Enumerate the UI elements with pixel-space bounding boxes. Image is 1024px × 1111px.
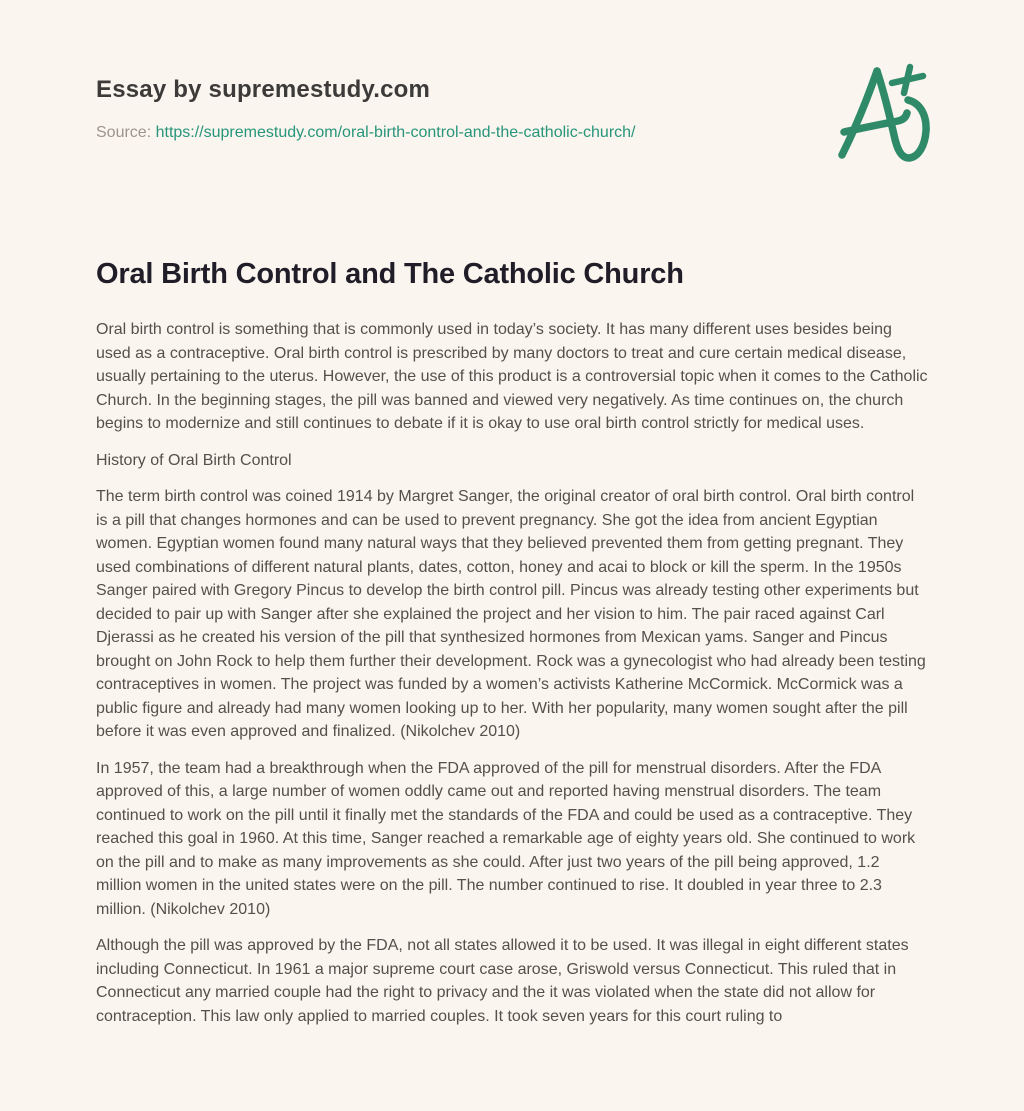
article-intro-paragraph: Oral birth control is something that is commonly used in today’s society. It has many different uses besides being used as a contraceptive. Oral birth control is prescribed by many doctors to treat and cure certain medical disease, usually pertaining to the uterus. However, the use of this product is a controversial topic when it comes to the Catholic Church. In the beginning stages, the pill was banned and viewed very negatively. As time continues on, the church begins to modernize and still continues to debate if it is okay to use oral birth control strictly for medical uses.: [96, 321, 928, 432]
source-line: [96, 124, 929, 142]
article-title: Oral Birth Control and The Catholic Church: [96, 258, 684, 290]
article-paragraph-fda: In 1957, the team had a breakthrough when the FDA approved of the pill for menstrual disorders. After the FDA approved of this, a large number of women oddly came out and reported having menstrual disorders. The team continued to work on the pill until it finally met the standards of the FDA and could be used as a contraceptive. They reached this goal in 1960. At this time, Sanger reached a remarkable age of eighty years old. She continued to work on the pill and to make as many improvements as she could. After just two years of the pill being approved, 1.2 million women in the united states were on the pill. The number continued to rise. It doubled in year three to 2.3 million. (Nikolchev 2010): [96, 759, 916, 918]
site-title: Essay by supremestudy.com: [96, 76, 431, 103]
source-url-link[interactable]: https://supremestudy.com/oral-birth-control-and-the-catholic-church/: [155, 124, 636, 141]
essay-content: [96, 0, 929, 1041]
section-heading: History of Oral Birth Control: [96, 451, 292, 469]
article-paragraph-history: The term birth control was coined 1914 by Margret Sanger, the original creator of oral birth control. Oral birth control is a pill that changes hormones and can be used to prevent pregnancy. She got the idea from ancient Egyptian women. Egyptian women found many natural ways that they believed prevented them from getting pregnant. They used combinations of different natural plants, dates, cotton, honey and acai to block or kill the sperm. In the 1950s Sanger paired with Gregory Pincus to develop the birth control pill. Pincus was already testing other experiments but decided to pair up with Sanger after she explained the project and her vision to him. The pair raced against Carl Djerassi as he created his version of the pill that synthesized hormones from Mexican yams. Sanger and Pincus brought on John Rock to help them further their development. Rock was a gynecologist who had already been testing contraceptives in women. The project was funded by a women’s activists Katherine McCormick. McCormick was a public figure and already had many women looking up to her. With her popularity, many women sought after the pill before it was even approved and finalized. (Nikolchev 2010): [96, 488, 926, 740]
source-label: Source:: [96, 124, 152, 141]
article-paragraph-states: Although the pill was approved by the FDA, not all states allowed it to be used. It was illegal in eight different states including Connecticut. In 1961 a major supreme court case arose, Griswold versus Connecticut. This ruled that in Connecticut any married couple had the right to privacy and the it was violated when the state did not allow for contraception. This law only applied to married couples. It took seven years for this court ruling to: [96, 937, 909, 1025]
